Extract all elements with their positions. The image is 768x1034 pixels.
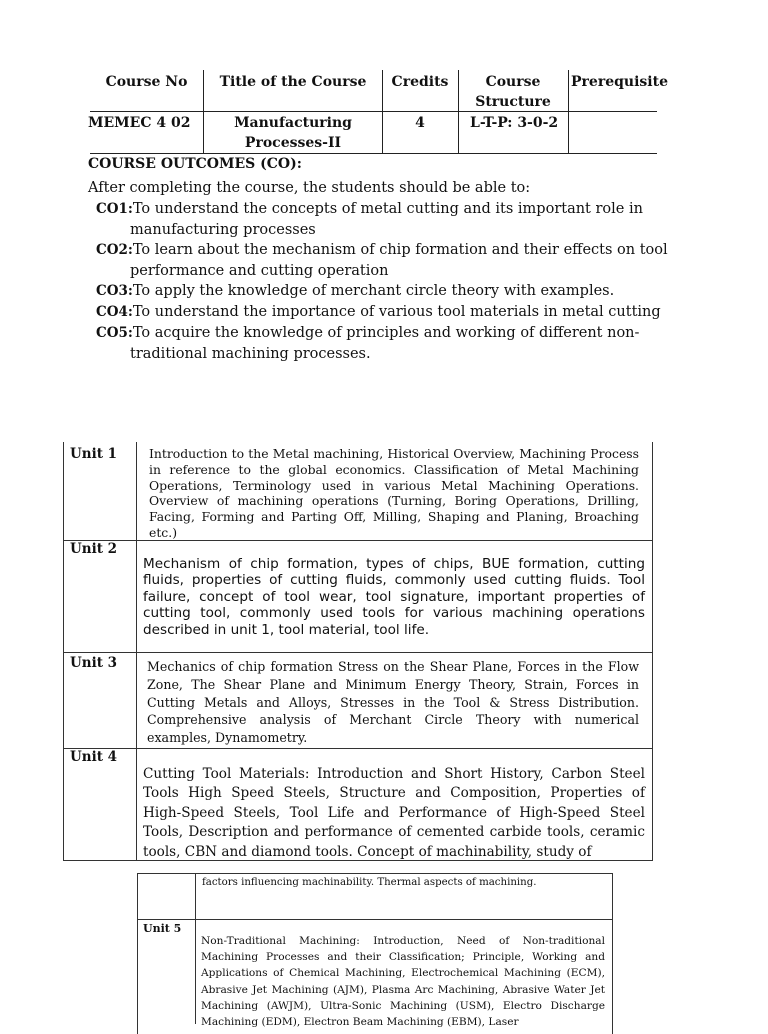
structure-value: L-T-P: 3-0-2 [470, 115, 559, 131]
unit-4-content: Cutting Tool Materials: Introduction and Short History, Carbon Steel Tools High Speed Steels, Structure and Composition, Properties of High-Speed Steels, Tool Life and Performance of High-Speed Steel Tools, Description and performance of cemented carbide tools, ceramic tools, CBN and diamond tools. Concept of machinability, study of [143, 766, 645, 860]
co-text-continued: traditional machining processes. [130, 345, 371, 362]
co-code: CO4: [96, 304, 133, 320]
co-code: CO1: [96, 201, 133, 217]
unit-5-content: Non-Traditional Machining: Introduction, Need of Non-traditional Machining Processes and their Classification; Principle, Working and Applications of Chemical Machining, Electrochemical Machining (ECM), Abrasive Jet Machining (AJM), Plasma Arc Machining, Abrasive Water Jet Machining (AWJM), Ultra-Sonic Machining (USM), Electro Discharge Machining (EDM), Electron Beam Machining (EBM), Laser [201, 935, 605, 1029]
course-outcomes-intro: After completing the course, the students should be able to: [88, 180, 531, 196]
header-title: Title of the Course [219, 74, 367, 90]
course-outcomes-heading: COURSE OUTCOMES (CO): [88, 156, 302, 172]
unit-4-continuation: factors influencing machinability. Thermal aspects of machining. [202, 877, 537, 888]
course-title-line1: Manufacturing [234, 115, 352, 131]
co-code: CO5: [96, 325, 133, 341]
unit-3-label: Unit 3 [70, 655, 118, 671]
co-text-continued: performance and cutting operation [130, 262, 389, 279]
co-text: To understand the concepts of metal cutting and its important role in [132, 201, 643, 217]
header-course-structure [458, 72, 568, 112]
co-text: To learn about the mechanism of chip formation and their effects on tool [132, 242, 668, 258]
continuation-row-divider [137, 919, 612, 920]
co-text-continued: manufacturing processes [130, 221, 316, 238]
header-course-structure-line2: Structure [475, 94, 551, 110]
course-title-line2: Processes-II [244, 135, 342, 151]
course-title-value [203, 113, 383, 153]
co-text: To understand the importance of various tool materials in metal cutting [132, 304, 661, 320]
course-outcome-3 [96, 281, 674, 302]
header-credits: Credits [391, 74, 449, 90]
unit-row-divider [63, 652, 652, 653]
unit-4-label: Unit 4 [70, 749, 118, 765]
course-no-value: MEMEC 4 02 [88, 115, 191, 131]
unit-row-divider [63, 748, 652, 749]
unit-1-label: Unit 1 [70, 446, 118, 462]
unit-1-content: Introduction to the Metal machining, Historical Overview, Machining Process in reference to the global economics. Classification of Metal Machining Operations, Terminology used in various Metal Machining Operations. Overview of machining operations (Turning, Boring Operations, Drilling, Facing, Forming and Parting Off, Milling, Shaping and Planing, Broaching etc.) [149, 446, 639, 540]
course-outcome-2 [96, 240, 674, 281]
course-outcome-4 [96, 302, 674, 323]
continuation-column-divider [195, 873, 196, 1024]
co-code: CO3: [96, 283, 133, 299]
unit-2-content: Mechanism of chip formation, types of chips, BUE formation, cutting fluids, properties of cutting fluids, commonly used cutting fluids. Tool failure, concept of tool wear, tool signature, important properties of cutting tool, commonly used tools for various machining operations described in unit 1, tool material, tool life. [143, 556, 645, 638]
unit-2-label: Unit 2 [70, 541, 118, 557]
credits-value: 4 [415, 115, 425, 131]
co-text: To apply the knowledge of merchant circle theory with examples. [132, 283, 615, 299]
course-outcome-5 [96, 323, 674, 364]
co-code: CO2: [96, 242, 133, 258]
course-outcome-1 [96, 199, 674, 240]
table-rule [90, 153, 657, 154]
header-course-structure-line1: Course [485, 74, 541, 90]
co-text: To acquire the knowledge of principles and working of different non- [132, 325, 640, 341]
table-rule [90, 111, 657, 112]
header-course-no: Course No [105, 74, 188, 90]
unit-5-label: Unit 5 [143, 922, 182, 935]
unit-3-content: Mechanics of chip formation Stress on the Shear Plane, Forces in the Flow Zone, The Shear Plane and Minimum Energy Theory, Strain, Forces in Cutting Metals and Alloys, Stresses in the Tool & Stress Distribution. Comprehensive analysis of Merchant Circle Theory with numerical examples, Dynamometry. [147, 659, 639, 746]
header-prerequisite: Prerequisite [571, 74, 668, 90]
